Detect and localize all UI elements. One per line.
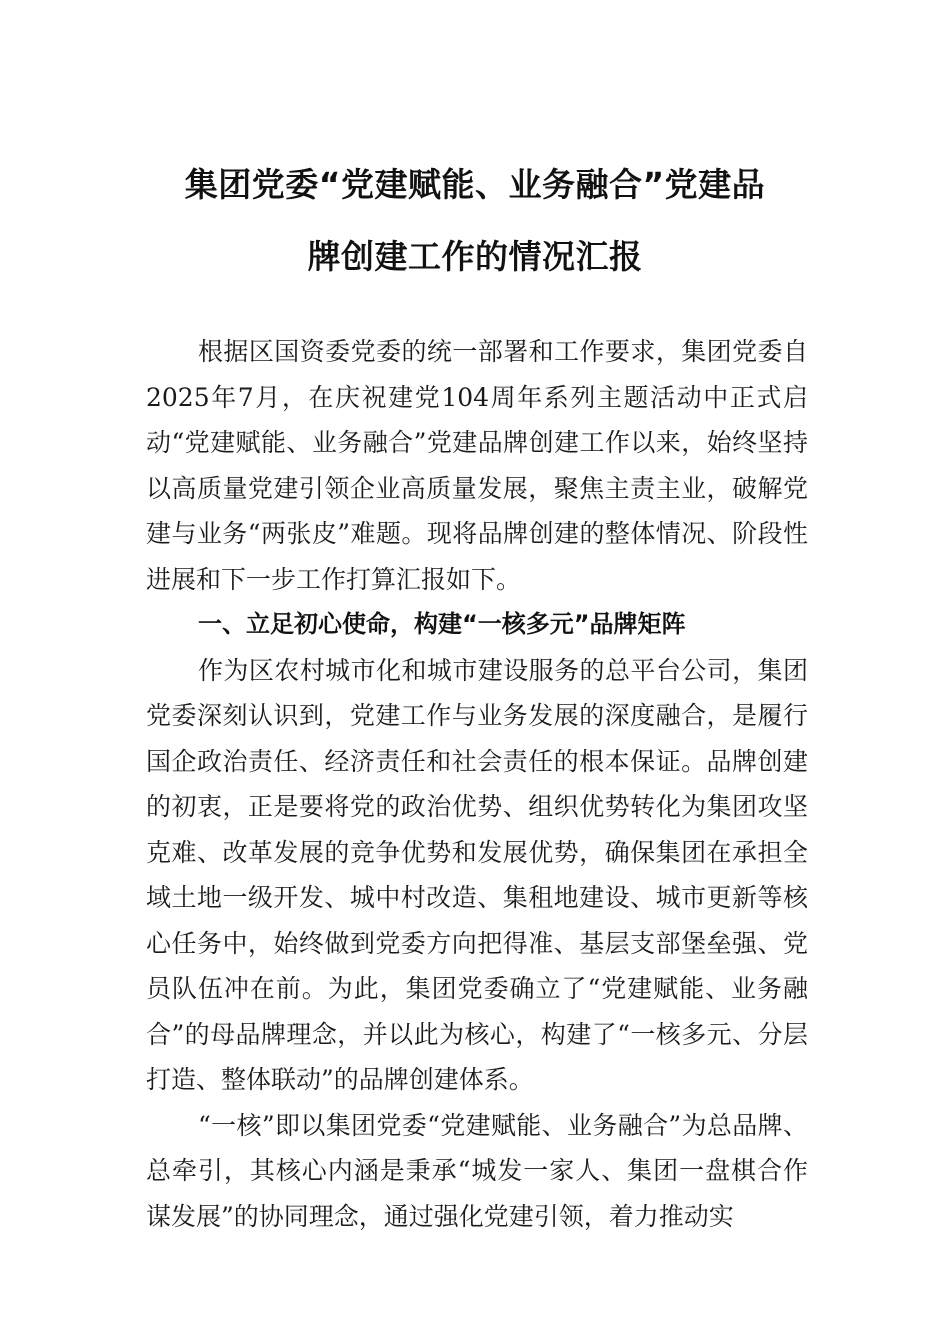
body-paragraph-2: 作为区农村城市化和城市建设服务的总平台公司，集团党委深刻认识到，党建工作与业务发展的深度融合，是履行国企政治责任、经济责任和社会责任的根本保证。品牌创建的初衷，正是要将党的政治优势、组织优势转化为集团攻坚克难、改革发展的竞争优势和发展优势，确保集团在承担全域土地一级开发、城中村改造、集租地建设、城市更新等核心任务中，始终做到党委方向把得准、基层支部堡垒强、党员队伍冲在前。为此，集团党委确立了“党建赋能、业务融合”的母品牌理念，并以此为核心，构建了“一核多元、分层打造、整体联动”的品牌创建体系。 [146, 655, 808, 1094]
document-title-line-2: 牌创建工作的情况汇报 [307, 237, 643, 276]
document-title-line-1: 集团党委“党建赋能、业务融合”党建品 [184, 165, 766, 204]
intro-paragraph: 根据区国资委党委的统一部署和工作要求，集团党委自2025年7月，在庆祝建党104周年系列主题活动中正式启动“党建赋能、业务融合”党建品牌创建工作以来，始终坚持以高质量党建引领企业高质量发展，聚焦主责主业，破解党建与业务“两张皮”难题。现将品牌创建的整体情况、阶段性进展和下一步工作打算汇报如下。 [146, 337, 808, 594]
body-paragraph-3: “一核”即以集团党委“党建赋能、业务融合”为总品牌、总牵引，其核心内涵是秉承“城发一家人、集团一盘棋合作谋发展”的协同理念，通过强化党建引领，着力推动实 [146, 1110, 808, 1231]
section-heading-1: 一、立足初心使命，构建“一核多元”品牌矩阵 [198, 610, 686, 638]
document-body [146, 329, 808, 1239]
